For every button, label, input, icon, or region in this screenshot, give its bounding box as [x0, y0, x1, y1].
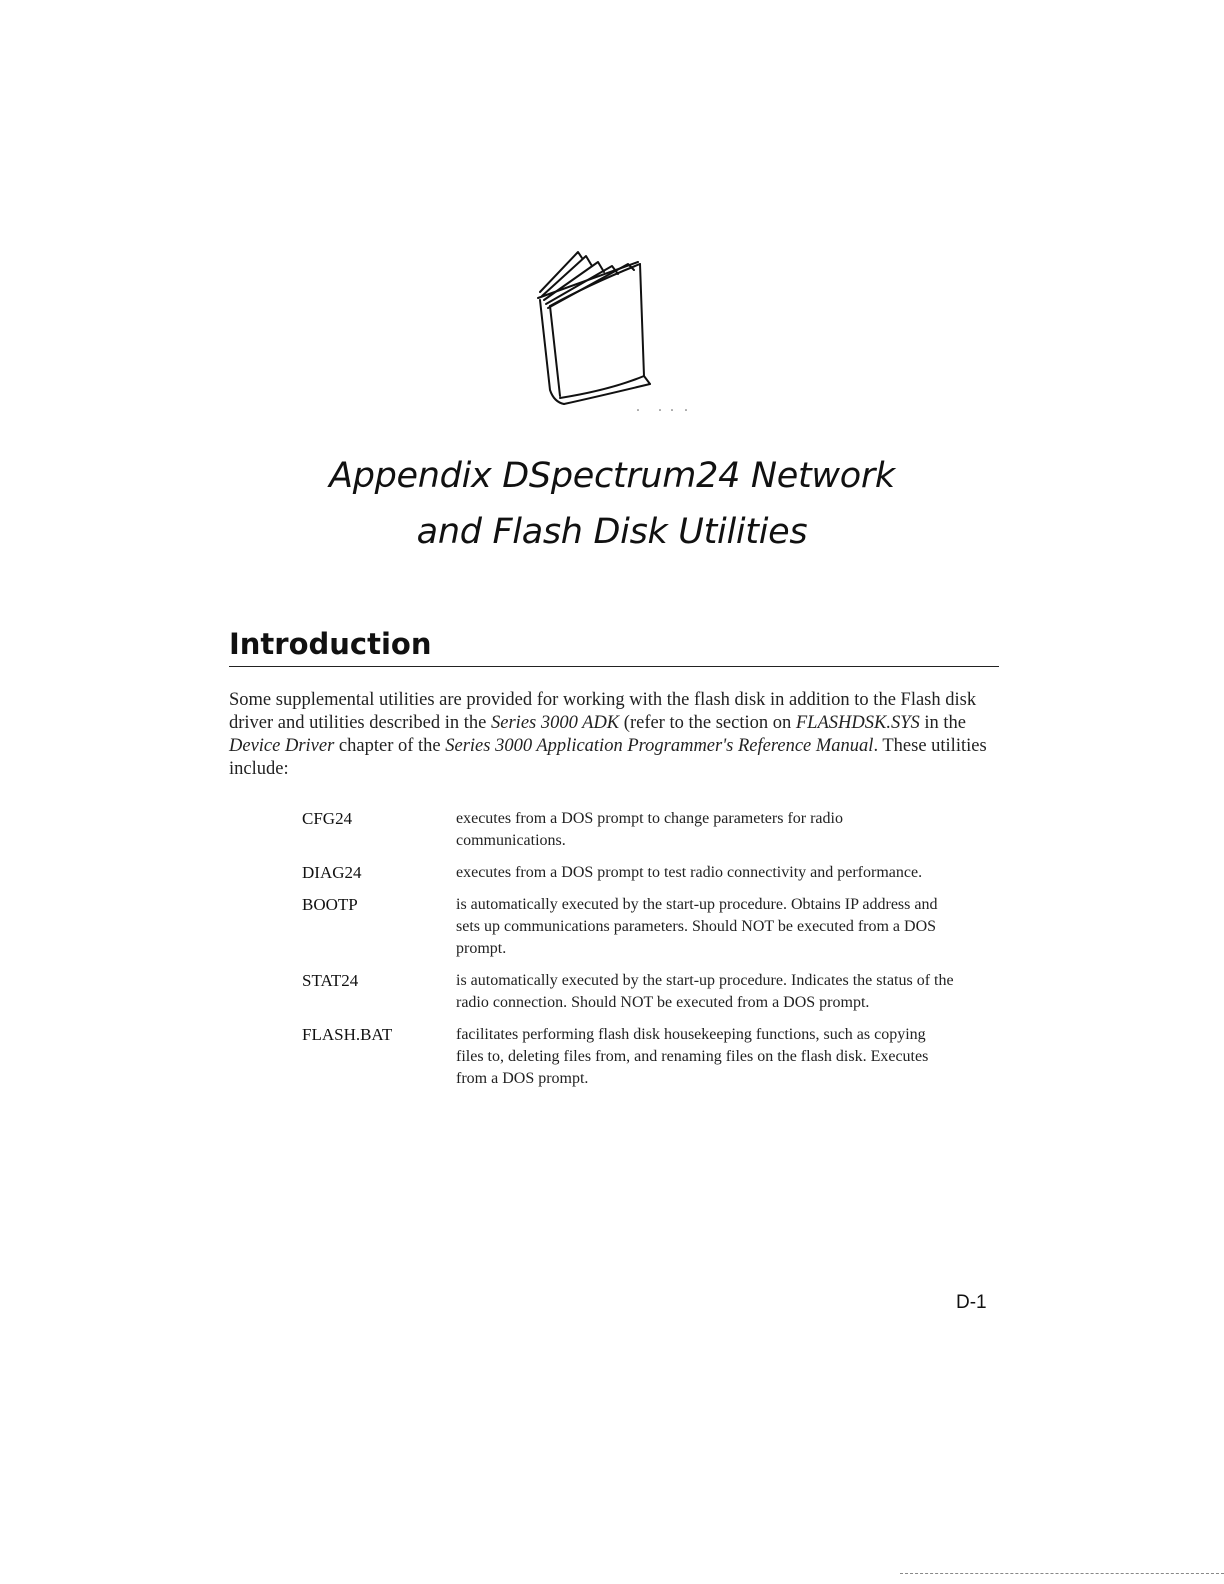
utility-name: DIAG24 — [302, 863, 362, 882]
manual-title: Series 3000 Application Programmer's Reference Manual — [445, 736, 874, 756]
page-number: D-1 — [956, 1292, 987, 1313]
intro-text-1: Some supplemental utilities are provided for working with the flash disk in addition to the Flash disk driver and utilities described in the — [229, 690, 977, 733]
utility-row — [302, 970, 982, 1014]
device-driver-chapter: Device Driver — [229, 736, 335, 756]
utility-row — [302, 808, 982, 852]
section-heading: Introduction — [229, 627, 432, 661]
utility-row — [302, 1024, 982, 1090]
intro-text-3: in the — [919, 713, 966, 733]
utility-name: FLASH.BAT — [302, 1025, 393, 1044]
scan-edge-line — [900, 1573, 1224, 1574]
utility-description: executes from a DOS prompt to test radio connectivity and performance. — [456, 864, 923, 881]
flashdsk-filename: FLASHDSK.SYS — [795, 713, 920, 733]
utility-name: BOOTP — [302, 895, 358, 914]
utility-description: is automatically executed by the start-up procedure. Indicates the status of the radio connection. Should NOT be executed from a DOS prompt. — [456, 972, 954, 1011]
intro-paragraph — [229, 689, 1004, 781]
adk-title: Series 3000 ADK — [491, 713, 620, 733]
chapter-title-line-1: Appendix DSpectrum24 Network — [329, 456, 895, 496]
utility-description: facilitates performing flash disk housekeeping functions, such as copying files to, deleting files from, and renaming files on the flash disk. Executes from a DOS prompt. — [456, 1026, 929, 1087]
section-divider — [229, 666, 999, 667]
intro-text-2: (refer to the section on — [619, 713, 796, 733]
open-book-icon — [520, 240, 700, 420]
utility-row — [302, 862, 982, 884]
utility-list — [302, 808, 982, 1100]
intro-text-5: . These utilities include: — [229, 736, 987, 779]
utility-description: is automatically executed by the start-up procedure. Obtains IP address and sets up communications parameters. Should NOT be executed from a DOS prompt. — [456, 896, 938, 957]
utility-name: STAT24 — [302, 971, 359, 990]
utility-name: CFG24 — [302, 809, 353, 828]
utility-row — [302, 894, 982, 960]
utility-description: executes from a DOS prompt to change parameters for radio communications. — [456, 810, 843, 849]
intro-text-4: chapter of the — [334, 736, 446, 756]
chapter-title — [300, 448, 924, 560]
chapter-title-line-2: and Flash Disk Utilities — [416, 512, 808, 552]
